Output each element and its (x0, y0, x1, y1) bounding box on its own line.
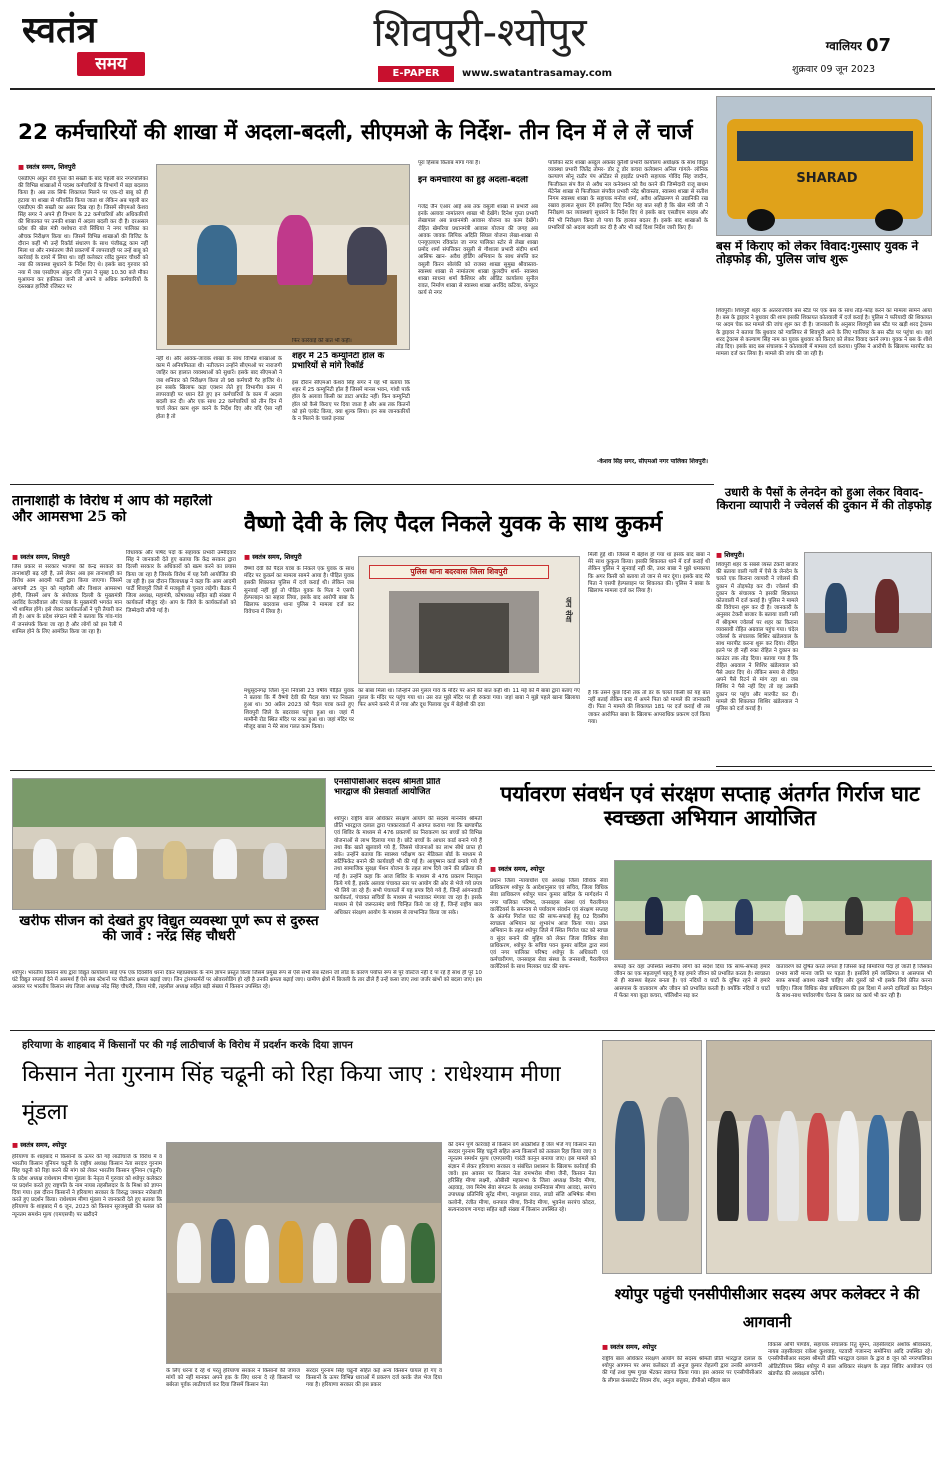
udhari-dateline: ■ शिवपुरी। (716, 550, 776, 560)
udhari-body: शिवपुरी शहर के सबसे व्यस्त टेकरी बाजार की बताया वाली गली में ऐसे के लेनदेन के चलते एक किराना व्यापारी ने ज्वेलर्स की दुकान में तोड़फोड़ कर दी। ज्वेलर्स की दुकान के संचालक ने इसकी शिकायत कोतवाली में दर्ज कराई है। पुलिस ने मामले की विवेचना शुरू कर दी है। जानकारी के अनुसार टेकरी बाजार के बताया वाली गली में श्रीकृष्ण ज्वेलर्स पर शहर का किराना व्यवसायी रोहित अग्रवाल पहुंच गया। चंदेल ज्वेलर्स के संचालक शिशिर खंडेलवाल के साथ मारपीट करना शुरू कर दिया। रोहित इतने पर ही नहीं रुका रोहित ने दुकान का काउंटर तक तोड़ दिया। बताया गया है कि रोहित अग्रवाल ने शिशिर खंडेलवाल को पैसे उधार दिए थे। लेकिन समय से रोहित अपने पैसे रिटर्न से मांग रहा था। जब शिशिर ने पैसे नहीं दिए तो वह उसकी दुकान पर पहुंच और मारपीट कर दी। मामले की शिकायत शिशिर खंडेलवाल ने पुलिस को दर्ज कराई है। (716, 562, 798, 713)
paryavaran-headline: पर्यावरण संवर्धन एवं संरक्षण सप्ताह अंतर्गत गिर्राज घाट स्वच्छता अभियान आयोजित (500, 782, 920, 830)
middle-rule (10, 770, 935, 771)
vaishno-col3: का बाबा मिला था। जिन्होंने उसे गुलल गांव के मंदिर पर आने की बात कही थी। 11 मई को मैं बाबा द्वारा बताए गए गुलल के मंदिर पर पहुंच गया था। उस रात मुझे मंदिर पर ही रुकवा गया। जहां बाबा ने मुझे पहले खाना खिलाया फिर अपने कमरे में ले गया और दूध पिलाया दूध में बेहोशी की दवा (358, 688, 580, 709)
lead-byline: ■ स्वतंत्र समय, शिवपुरी (18, 162, 168, 172)
tanashahi-headline: तानाशाही के विरोध में आप की महारैली और आमसभा 25 को (12, 494, 212, 525)
bus-photo-text: SHARAD (796, 171, 858, 186)
police-side-text: जन सेवा (564, 597, 573, 623)
paryavaran-col1: प्रधान जिला न्यायाधीश एवं अध्यक्ष जिला विधिक सेवा प्राधिकरण श्योपुर के आदेशानुसार एवं सचिव, जिला विधिक सेवा प्राधिकरण श्योपुर पवन कुमार बांदिल के मार्गदर्शन में नगर पालिका परिषद, जनसाहस संस्था एवं पैरालीगल वालेंटियर्स के समन्वय से पर्यावरण संवर्धन एवं संरक्षण सप्ताह के अंतर्गत गिर्राज घाट की साफ-सफाई हेतु 02 दिवसीय स्वच्छता अभियान का शुभारंभ आज किया गया। उक्त अभियान के तहत श्योपुर जिले में स्थित गिर्राज घाट को स्वच्छ व सुंदर बनाने की मुहिम को लेकर जिला विधिक सेवा प्राधिकरण, श्योपुर के सचिव पवन कुमार बांदिल द्वारा स्वयं एवं नगर पालिका परिषद श्योपुर के अधिकारी एवं कर्मचारीगण, जनसाहस सेवा संस्था के जनसाथी, पैरालीगल वालेंटियर्स के साथ मिलकर घाट की साफ- (490, 878, 608, 971)
lead-photo-office (156, 164, 410, 350)
lead-col4a: पूरा हिसाब किताब मांगा गया है। (418, 160, 481, 166)
paryavaran-photo (614, 860, 932, 960)
vaishno-col4: मिली हुई थी। जिससे मैं बेहोश हो गया था इसके बाद बाबा ने मेरे साथ कुकृत्य किया। इसकी शिकायत थाने में दर्ज कराई थी लेकिन पुलिस ने सुनवाई नहीं की, उधर बाबा ने मुझे धमकाया कि अगर किसी को बताया तो जान से मार दूंगा। इसके बाद मेरे पिता ने एसपी हेल्पलाइन पर शिकायत की। पुलिस ने बाबा के खिलाफ मामला दर्ज कर लिया है। (588, 552, 710, 595)
lead-headline: 22 कर्मचारियों की शाखा में अदला-बदली, सीएमओ के निर्देश- तीन दिन में ले लें चार्ज (18, 120, 693, 145)
vaishno-col2: मधुसूदनगढ़ जिला गुना निवासी 23 वर्षीय पीड़ित युवक ने बताया कि मैं वैष्णो देवी की पैदल यात्रा पर निकला हुआ था। 30 अप्रैल 2023 को पैदल यात्रा करते हुए शिवपुरी जिले के बदरवास पहुंचा हुआ था। जहां मैं मामौनी रोड स्थित मंदिर पर रुका हुआ था। जहां मंदिर पर मौजूद बाबा ने मेरे साथ गलत काम किया। (244, 688, 354, 731)
vaishno-headline: वैष्णो देवी के लिए पैदल निकले युवक के साथ कुकर्म (244, 511, 663, 537)
kisan-col3: सरदार गुरनाम सिंह चढूनी सहित कई अन्य किसान घायल हो गए व किसानों के ऊपर विभिन्न धाराओं में प्रकरण दर्ज करके जेल भेज दिया गया है। हरियाणा सरकार की इस प्रकार (306, 1368, 442, 1389)
udhari-bottom-rule (716, 766, 932, 767)
collector-headline: श्योपुर पहुंची एनसीपीसीआर सदस्य अपर कलेक्टर ने की आगवानी (614, 1285, 920, 1331)
logo-bottom: समय (77, 52, 145, 76)
page-number: 07 (866, 35, 892, 56)
tanashahi-col1: जिस प्रकार से सरकार भाजपा की केन्द्र सरकार की तानाशाही बढ़ रही है, उसे लेकर अब इस तानाशाही का विरोध आम आदमी पार्टी द्वारा किया जाएगा। जिसमें आगामी 25 जून को महारैली और विशाल आमसभा होगी, जिसमें आप के संयोजक दिल्ली के मुख्यमंत्री अरविंद केजरीवाल और पंजाब के मुख्यमंत्री भगवंत मान भी शामिल होंगे। इसे लेकर कार्यकर्ताओं ने पूरी तैयारी कर ली है। आप के प्रदेश संगठन मंत्री ने बताया कि गांव-गांव में जनसंपर्क किया जा रहा है और लोगों को इस रैली में शामिल होने के लिए आमंत्रित किया जा रहा है। (12, 564, 122, 635)
lead-subhead-community-hall: शहर में 25 कम्युनिटी हॉल के प्रभारियों से मांगे रिकॉर्ड (292, 352, 385, 371)
epaper-label: E-PAPER (378, 66, 454, 82)
kisan-byline: ■ स्वतंत्र समय, श्योपुर (12, 1140, 142, 1150)
lead-col2: नहीं थे। और आवक-जावक शाखा के साथ विभिन्न शाखाओं के काम में अनियमितता थी। नतीजतन उन्होंने सीएमओ पर नाराजगी जाहिर कर हालात व्यवस्थाओं को सुधारें। इसके बाद सीएमओ ने जब शनिवार को निरीक्षण किया तो 98 कर्मचारी गैर हाजिर थे। इन सबके खिलाफ कड़ा एक्शन लेते हुए विभागीय काम में लापरवाही पर ध्यान देते हुए इन कर्मचारियों के काम में अदला बदली कर दी। और एक साथ 22 कर्मचारियों को तीन दिन में चार्ज लेकर काम शुरू करने के निर्देश दिए और यदि ऐसा नहीं होता है तो (156, 356, 282, 420)
kisan-kicker: हरियाणा के शाहबाद में किसानों पर की गई लाठीचार्ज के विरोध में प्रदर्शन करके दिया ज्ञापन (22, 1040, 353, 1051)
paryavaran-byline: ■ स्वतंत्र समय, श्योपुर (490, 864, 620, 874)
edition-title: शिवपुरी-श्योपुर (373, 10, 587, 56)
vaishno-col5: है कि उसने कुछ दिनों तक तो डर के चलते किसी को यह बात नहीं बताई लेकिन बाद में अपने पिता को मामले की जानकारी दी। पिता ने मामले की शिकायत 181 पर दर्ज कराई थी तब जाकर आरोपित बाबा के खिलाफ आपराधिक प्रकरण दर्ज किया गया। (588, 690, 710, 725)
city-label: ग्वालियर (825, 39, 862, 53)
kisan-photo (166, 1142, 442, 1364)
website[interactable]: www.swatantrasamay.com (462, 68, 613, 79)
lead-quote-by: -केशव सिंह सगर, सीएमओ नगर पालिका शिवपुरी। (596, 458, 708, 465)
udhari-body-cont (804, 652, 932, 762)
kharif-body: श्योपुर। भारतीय किसान संघ द्वारा विद्युत कार्यालय साई एफ एक दिवसीय धरना देकर महाप्रबंधक के नाम ज्ञापन प्रस्तुत किया जिसमें प्रमुख रूप से ऐसे सभी सब स्टेशन जो लोड के कारण पर्याप्त रूप से पूरे वोल्टेज नहीं दे पा रहे हैं साथ ही पूरे 10 घंटे विद्युत सप्लाई देने में असमर्थ हैं ऐसे सब स्टेशनों पर पीटीआर क्षमता बढ़ाई जाए। जिन ट्रांसफार्मरों पर ओवरलोडिंग हो रही है उनकी क्षमता बढ़ाई जाए। ग्रामीण क्षेत्रों में बिजली के तार ढीले हैं उन्हें कसा जाए तथा जर्जर खंभों को बदला जाए। इस अवसर पर भारतीय किसान संघ जिला अध्यक्ष नरेंद्र सिंह चौधरी, जिला मंत्री, तहसील अध्यक्ष सहित बड़ी संख्या में किसान उपस्थित रहे। (12, 970, 482, 991)
kisan-headline: किसान नेता गुरनाम सिंह चढूनी को रिहा किया जाए : राधेश्याम मीणा मूंडला (22, 1062, 561, 1125)
kisan-col4: की दमन पूर्ण कार्रवाई से किसान वर्ग आक्रोशित है जेल भेजे गए किसान नेता सरदार गुरनाम सिंह चढूनी सहित अन्य किसानों को तत्काल रिहा किया जाए व न्यूनतम समर्थन मूल्य (एमएसपी) गारंटी कानून बनाया जाए। इस मामले को संज्ञान में लेकर हरियाणा सरकार व संबंधित प्रशासन के खिलाफ कार्रवाई की जावे। इस अवसर पर किसान नेता रामभरोस मीणा जैनी, किसान नेता हरिसिंह मीणा लक्ष्मी, ओबीसी महासभा के जिला अध्यक्ष विनोद मीणा, अड़वाड़, जय मिनेष सेवा संगठन के अध्यक्ष रामनिवास मीणा आवदा, सरपंच उपाध्यक्ष प्रतिनिधि सुरेंद्र मीणा, नाथूलाल रावत, लाडो संजि अभिषेक मीणा कलोनी, रंजीत मीणा, धनपाल मीणा, विनोद मीणा, भुवनेश सरपंच कोदरा, सत्यनारायण नागदा सहित बड़ी संख्या में किसान उपस्थित रहे। (448, 1142, 596, 1213)
paryavaran-col2: सफाई कर वहां उपस्थित स्थानीय लोगों को संदेश दिया कि साफ-सफाई हमारे जीवन का एक महत्वपूर्ण पहलू है यह हमारे जीवन को प्रभावित करता है। स्वच्छता से ही स्वास्थ्य बेहतर बनता है। एवं नदियों व घाटों के दूषित रहने से हमारे आसपास के वातावरण और जीवन को प्रभावित करती है। क्योंकि नदियों व घाटों में फेंका गया कूड़ा कचरा, पॉलिथीन सड़ कर (614, 964, 770, 999)
tanashahi-byline: ■ स्वतंत्र समय, शिवपुरी (12, 552, 152, 562)
ncpcr-body: श्योपुर। राष्ट्रीय बाल अधिकार संरक्षण आयोग की सदस्य माननीय श्रीमती प्रीति भारद्वाज दलाल द्वारा पत्रकारवार्ता में अवगत कराया गया कि खण्डपीठ एवं शिविर के माध्यम से 476 प्रकरणों का निराकरण कर बच्चों को विभिन्न योजनाओं से लाभ दिलाया गया है। छोटे बच्चों के आधार कार्ड बनाने गये हैं तथा बैंक खाते खुलवाये गये हैं, जिससे योजनाओं का लाभ सीधे प्राप्त हो सके। उन्होंने बताया कि स्वास्थ्य परीक्षण कर मेडिकल बोर्ड के माध्यम से सर्टिफिकेट बनाने की कार्यवाही भी की गई है। आयुष्मान कार्ड बनाये गये हैं तथा सामाजिक सुरक्षा पेंशन योजना के तहत लाभ दिये जाने की प्रक्रिया की गई है। उन्होंने कहा कि आज शिविर के माध्यम से 476 प्रकरण निराकृत किये गये हैं, इसके अलावा पंचायत स्तर पर आयोग की ओर से भेजे गये प्रपत्र भी लिये जा रहे हैं। सभी पंचायतों में यह प्रपत्र दिये गये हैं, जिन्हें आंगनवाड़ी कार्यकर्ता, पंचायत सचिवों के माध्यम से भरवाकर मंगाया जा रहा है। इसके माध्यम से ऐसे जरूरतमंद बच्चे चिन्हित किये जा रहे हैं, जिन्हें राष्ट्रीय बाल अधिकार संरक्षण आयोग के माध्यम से लाभान्वित किया जा सके। (334, 816, 482, 916)
collector-photo-1 (602, 1040, 702, 1274)
udhari-photo (804, 552, 932, 648)
lead-bottom-rule (10, 484, 714, 485)
kisan-col2: के लिए धरना दे रहे थे परंतु हरियाणा सरकार ने किसानों की जायज मांगों को नहीं मानकर अपने हक के लिए धरना दे रहे किसानों पर बर्बरता पूर्वक लाठीचार्ज कर दिया जिसमें किसान नेता (166, 1368, 300, 1389)
police-sign: पुलिस थाना बदरवास जिला शिवपुरी (369, 565, 549, 579)
vaishno-col1: वैष्णो देवी की पैदल यात्रा के निकले एक युवक के साथ मंदिर पर कुकर्म का मामला सामने आया है। पीड़ित युवक इसकी शिकायत पुलिस में दर्ज कराई थी। लेकिन जब सुनवाई नहीं हुई तो पीड़ित युवक के पिता ने एसपी हेल्पलाइन का सहारा लिया, इसके बाद आरोपी बाबा के खिलाफ बदरवास थाना पुलिस ने मामला दर्ज कर विवेचना में लिया है। (244, 566, 354, 616)
paryavaran-col3: वातावरण को दूषित करते लगता है जिससे कई बिमारियां पैदा हो जाती है जिसका प्रभाव सारी मानव जाति पर पड़ता है। इसलिये हमें व्यक्तिगत व आसपास भी साफ़ सफाई अवश्य रखनी चाहिए और दूसरों को भी इसके लिये प्रेरित करना चाहिए। जिला विधिक सेवा प्राधिकरण की इस दिशा में अपने दायित्वों का निर्वहन के साथ-साथ पर्यावरणीय चेतना के प्रसार का कार्य भी कर रही है। (776, 964, 932, 999)
lower-rule (10, 1030, 935, 1031)
udhari-headline: उधारी के पैसों के लेनदेन को हुआ लेकर विवाद-किराना व्यापारी ने ज्वेलर्स की दुकान में की तोड़फोड़ (716, 486, 932, 512)
bus-headline: बस में किराए को लेकर विवाद:गुस्साए युवक ने तोड़फोड़ की, पुलिस जांच शुरू (716, 240, 919, 267)
lead-col4: गजेंद्र जैन एआर आई अब तक वसूली शाखा से प्रभारी अब इनके अलावा नामांतरण शाखा भी देखेंगे। दिनेश गुप्ता प्रभारी लेखापाल अब प्रधानमंत्री आवास योजना का काम देखेंगे। रोहित खेमरिया प्रधानमंत्री आवास योजना की जगह अब आवक जावक लिपिक अदिति सिंघल योजना लेखा-शाखा से एनयूएलएम रविकांत जा नगर पालिका स्टोर से लेखा शाखा प्रमोद शर्मा संपत्तिकर वसूली से गौशाला प्रभारी संदीप शर्मा आसिफ खान- अवैध होर्डिंग अभियान के साथ संपत्ति कर वसूली किरन सोलंकी को राजस्व शाखा सुमुख श्रीवास्तव- स्वास्थ्य शाखा से नामांतरण शाखा कुलदीप शर्मा- स्वास्थ्य शाखा साधना शर्मा कैशियर और ऑडिट कार्यालय सुनील रावत, निर्माण शाखा से स्वास्थ्य शाखा अरविंद कटिया, कंप्यूटर कार्य से नगर (418, 204, 538, 297)
vaishno-police-photo (358, 556, 580, 684)
bus-photo (716, 96, 932, 236)
masthead (0, 0, 945, 90)
collector-byline: ■ स्वतंत्र समय, श्योपुर (602, 1342, 742, 1352)
lead-subhead-transfers: इन कर्मचारियों की हुई अदला-बदली (418, 176, 528, 185)
ncpcr-headline: एनसीपीसीआर सदस्य श्रीमती प्रीति भारद्वाज की प्रेसवार्ता आयोजित (334, 778, 441, 797)
collector-col2: विकास ओपी पाण्डेय, सहायक संचालक रितु सुमन, तहसीलदार अशोक श्रीवास्तव, नायब तहसीलदार राकेश कुशवाह, पटवारी गजानन्द समोनिया आदि उपस्थित रहे। एनसीपीसीआर सदस्य श्रीमती प्रीति भारद्वाज दलाल के द्वारा 8 जून को नगरपालिका ऑडिटोरियम स्थित श्योपुर में बाल अधिकार संरक्षण के तहत शिविर आयोजन एवं खंडपीठ की अध्यक्षता करेंगी। (768, 1342, 932, 1377)
vaishno-byline: ■ स्वतंत्र समय, शिवपुरी (244, 552, 384, 562)
kharif-photo (12, 778, 326, 910)
logo (22, 8, 172, 82)
lead-col1: एसडीएम अंकुर रवि गुप्ता की सख्ती के बाद पहली बार नगरपालिका की विभिन्न शाखाओं में पदस्थ कर्मचारियों के विभागों में बड़ा बदलाव किया है। अब तक सिर्फ शिकायत मिलने पर एक-दो बाबू को ही हटाया या शाखा से परिवर्तित किया जाता था लेकिन अब पहली बार एसडीएम की सख्ती का असर दिख रहा है। जिसमें सीएमओ केशव सिंह सगर ने अपने ही विभाग के 22 कर्मचारियों और अधिकारियों की शिकायत पर उनकी शाखा में अदला बदली कर दी है। दरअसल प्रदेश की खेल मंत्री यशोधरा राजे सिंधिया ने नगर पालिका का औचक निरीक्षण किया था। जिसमें विभिन्न शाखाओं की विजिट के दौरान कहीं भी उन्हें रिकॉर्ड संधारण के साथ पंजीबद्ध काम नहीं मिला था और नामांतरण जैसे प्रकरणों में लापरवाही पर उन्हें बाबू को कार्रवाई के दायरे में लिया था। वहीं कलेक्टर रवींद्र कुमार चौधरी को नया की व्यवस्था सुधारने के निर्देश दिए थे। इसके बाद गुरुवार को नया में जब एसडीएम अंकुर रवि गुप्ता ने सुबह 10.30 बजे मौका मुआयना कर हकीकत जानी तो अपने व अधिक कर्मचारियों के दस्तखत हाजिरी रजिस्टर पर (18, 176, 148, 291)
kisan-col1: हरियाणा के शाहबाद में किसानों के ऊपर की गई लाठीचार्ज के विरोध में व भारतीय किसान यूनियन चढूनी के राष्ट्रीय अध्यक्ष किसान नेता सरदार गुरनाम सिंह चढूनी को रिहा करने की मांग को लेकर भारतीय किसान यूनियन (चढूनी) के प्रदेश अध्यक्ष राधेश्याम मीणा मूंडला के नेतृत्व में गुरुवार को श्योपुर कलेक्टर पर प्रदर्शन करते हुए राष्ट्रपति के नाम नायब तहसीलदार के के मिश्रा को ज्ञापन दिया गया। इस दौरान किसानों ने हरियाणा सरकार के विरुद्ध जमकर नारेबाजी करते हुए प्रदर्शन किया। राधेश्याम मीणा मूंडला ने जानकारी देते हुए बताया कि हरियाणा के शाहबाद में 6 जून, 2023 को किसान सूरजमुखी की फसल को न्यूनतम समर्थन मूल्य (एमएसपी) पर खरीदने (12, 1154, 162, 1218)
lead-col3: इस दौरान सीएमओ केशव सिंह सगर ने यह भी बताया कि शहर में 25 कम्युनिटी हॉल हैं जिसमें मानस भवन, गांधी पार्क हॉल के अलावा किसी का डाटा अपडेट नहीं। किन कम्युनिटी हॉल को कैसे किराए पर दिया जाता है और अब तक कितनों को इसे एलॉट किया, क्या शुल्क लिया। इन सब जानकारियों के न मिलने के चलते इनका (292, 380, 410, 423)
date: शुक्रवार 09 जून 2023 (792, 64, 876, 75)
tanashahi-col2: विधायक और पार्षद पदों के सहायक प्रभारी उम्मीदवार सिंह ने जानकारी देते हुए बताया कि केंद्र सरकार द्वारा दिल्ली सरकार के अधिकारों को खत्म करने का प्रयास किया जा रहा है जिसके विरोध में यह रैली आयोजित की जा रही है। इस दौरान जिलाध्यक्ष ने कहा कि आम आदमी पार्टी शिवपुरी जिले में मजबूती से चुनाव लड़ेगी। बैठक में जिला अध्यक्ष, महामंत्री, कोषाध्यक्ष सहित बड़ी संख्या में कार्यकर्ता मौजूद रहे। आप के जिले के कार्यकर्ताओं को जिम्मेदारी सौंपी गई है। (126, 550, 236, 614)
masthead-rule (10, 88, 935, 90)
logo-top: स्वतंत्र (22, 9, 97, 51)
lead-col5: पालिका स्टोर शाखा अब्दुल अकबर कुरैशी प्रभारी कार्यालय अधीक्षक के साथ विद्युत व्यवस्था प्रभारी जितेंद्र तोमर- डोर टू डोर कचरा कलेक्शन अनिल गांगले- लोनिक कल्याण सोनू राठौर पंप ऑटेंडर से हाइडेंट प्रभारी सहायक गोविंद सिंह जादौन, फिजीकल संप वैल से अवैध नल कनेक्शन को वैध करने की जिम्मेदारी राजू बाथम मेंटेनेंस शाखा से फिजीकल संपवैल प्रभारी नरेंद्र श्रीवास्तव, स्वास्थ्य शाखा से सतीश निगम स्वास्थ्य शाखा के सहायक मनोज शर्मा, अवैध अतिक्रमण से उद्यानिकी रख रखाव हालात सुधार देंगे इसलिए दिए निर्देश यह बात सही है कि खेल मंत्री जी ने निरीक्षण कर व्यवस्थाएं सुधारने के निर्देश दिए थे इसके बाद एसडीएम साहब और मैंने भी निरीक्षण किया तो पाया कि हालात बदतर हैं। इसके बाद शाखाओं के प्रभारियों को अदला बदली कर दी है और भी कई दिशा निर्देश जारी किए हैं। (548, 160, 708, 231)
kharif-headline: खरीफ सीजन को देखते हुए विद्युत व्यवस्था पूर्ण रूप से दुरुस्त की जावे : नरेंद्र सिंह चौधरी (19, 914, 319, 945)
lead-col2b: फिर कार्रवाई की बात भी कही। (292, 338, 352, 344)
collector-photo-2 (706, 1040, 932, 1274)
collector-col1: राष्ट्रीय बाल अधिकार संरक्षण आयोग की सदस्य श्रीमती प्रीति भारद्वाज दलाल के श्योपुर आगमन पर अपर कलेक्टर डॉ अनुज कुमार रोहतगी द्वारा उनकी आगवानी की गई तथा पुष्प गुच्छ भेंटकर स्वागत किया गया। इस अवसर पर एनसीपीसीआर के लीगल कंसलटेंट शिवम रॉय, अनुज बत्तुका, डीपीओ महिला बाल (602, 1356, 762, 1384)
bus-body: शिवपुरी। शिवपुरी शहर के अंतरराज्यीय बस स्टैंड पर एक बस के साथ तोड़-फोड़ करने का मामला सामने आया है। बस के ड्राइवर ने बुधवार की शाम इसकी शिकायत कोतवाली में दर्ज कराई है। पुलिस ने फरियादी की शिकायत पर अदम चेक कर मामले की जांच शुरू कर दी है। जानकारी के अनुसार शिवपुरी बस स्टैंड पर खड़ी शरद ट्रेवल्स के ड्राइवर ने बताया कि बुधवार को ग्वालियर से शिवपुरी आने के लिए ग्वालियर के बस स्टैंड पर पहुंचा था। वहां शरद ट्रेवल्स से कल्याण सिंह नाम का युवक बुधवार को किराए को लेकर विवाद करने लगा। युवक ने बस के शीशे तोड़ दिए। इसके बाद बस संचालक ने कोतवाली में मामला दर्ज कराया। पुलिस ने आरोपी के खिलाफ मारपीट का मामला दर्ज कर लिया है। मामले की जांच की जा रही है। (716, 308, 932, 358)
